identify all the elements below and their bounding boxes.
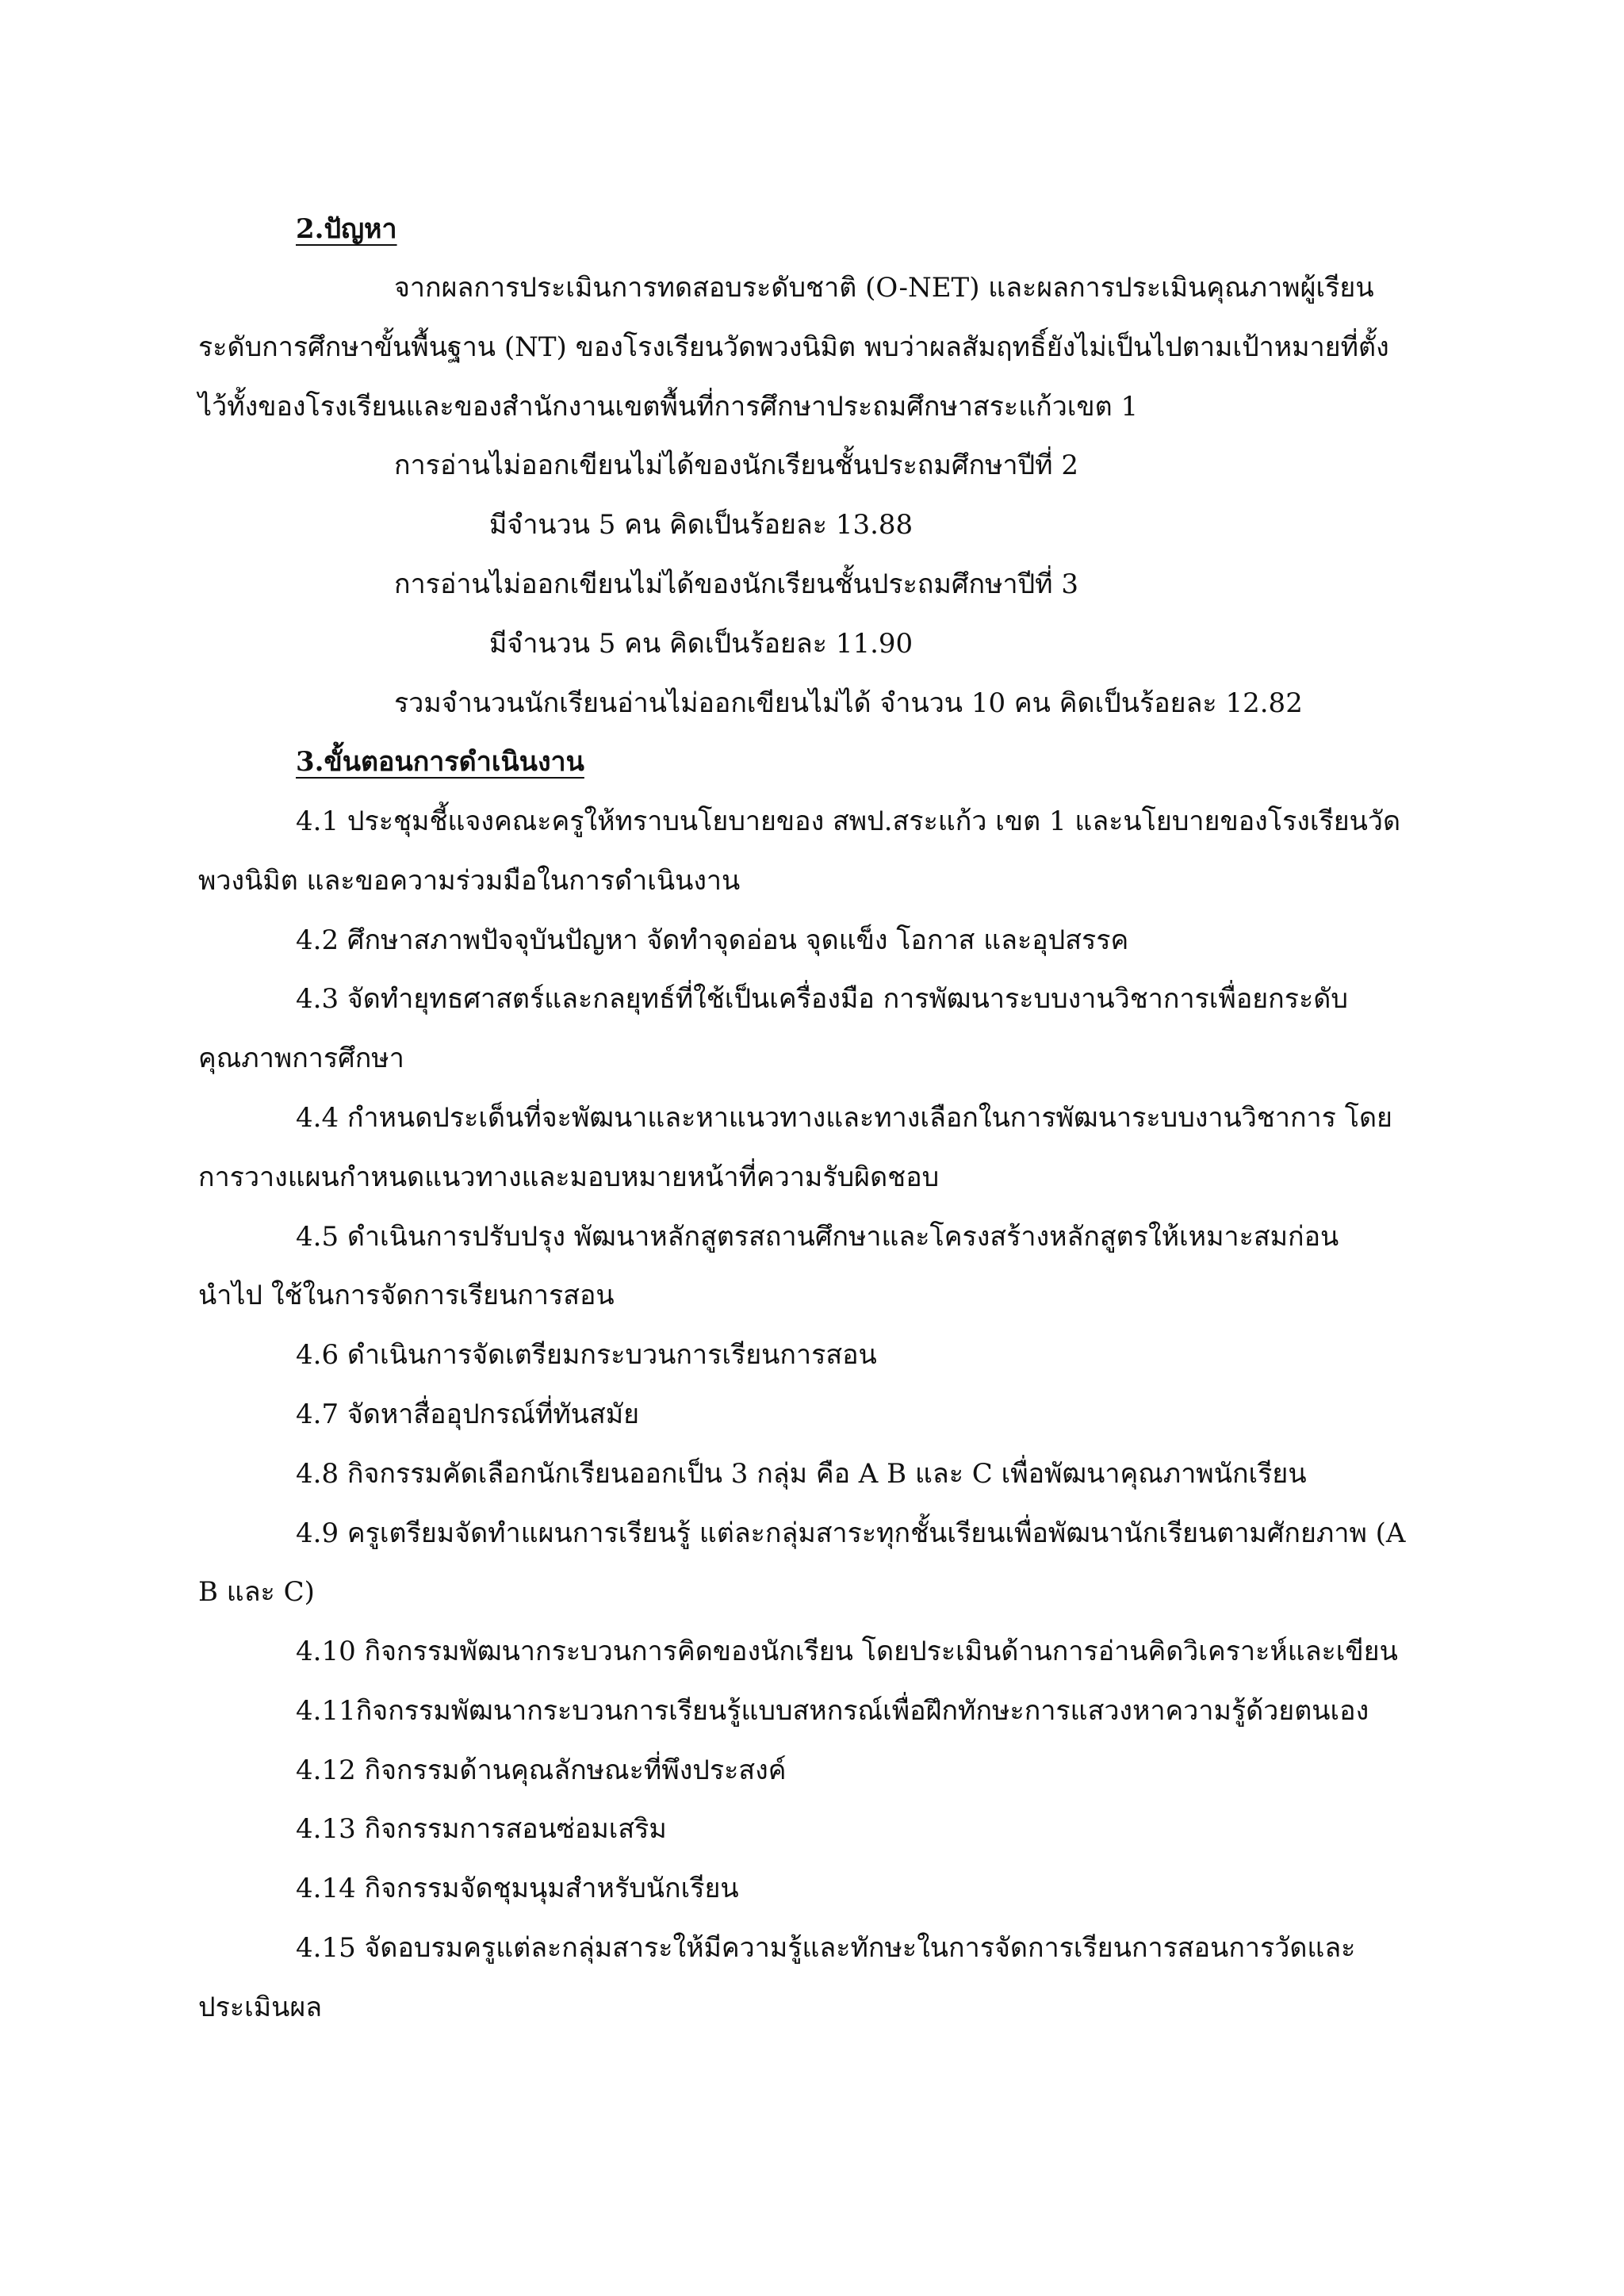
step-4-5-line-1: 4.5 ดำเนินการปรับปรุง พัฒนาหลักสูตรสถานศึกษาและโครงสร้างหลักสูตรให้เหมาะสมก่อน (296, 1221, 1339, 1253)
problem-paragraph-line-1: จากผลการประเมินการทดสอบระดับชาติ (O-NET) และผลการประเมินคุณภาพผู้เรียน (394, 272, 1374, 304)
section-3-heading: 3.ขั้นตอนการดำเนินงาน (296, 746, 584, 778)
step-4-1-line-2: พวงนิมิต และขอความร่วมมือในการดำเนินงาน (198, 865, 741, 897)
step-4-7: 4.7 จัดหาสื่ออุปกรณ์ที่ทันสมัย (296, 1399, 640, 1430)
step-4-13: 4.13 กิจกรรมการสอนซ่อมเสริม (296, 1813, 667, 1845)
step-4-5-line-2: นำไป ใช้ในการจัดการเรียนการสอน (198, 1280, 615, 1311)
step-4-9-line-2: B และ C) (198, 1576, 315, 1608)
step-4-3-line-2: คุณภาพการศึกษา (198, 1043, 404, 1074)
step-4-9-line-1: 4.9 ครูเตรียมจัดทำแผนการเรียนรู้ แต่ละกลุ่มสาระทุกชั้นเรียนเพื่อพัฒนานักเรียนตามศักยภาพ (A (296, 1517, 1406, 1549)
step-4-6: 4.6 ดำเนินการจัดเตรียมกระบวนการเรียนการสอน (296, 1339, 877, 1371)
total-illiteracy-line: รวมจำนวนนักเรียนอ่านไม่ออกเขียนไม่ได้ จำนวน 10 คน คิดเป็นร้อยละ 12.82 (394, 687, 1303, 719)
step-4-4-line-1: 4.4 กำหนดประเด็นที่จะพัฒนาและหาแนวทางและทางเลือกในการพัฒนาระบบงานวิชาการ โดย (296, 1102, 1392, 1134)
step-4-14: 4.14 กิจกรรมจัดชุมนุมสำหรับนักเรียน (296, 1873, 739, 1904)
step-4-15-line-2: ประเมินผล (198, 1992, 323, 2023)
step-4-11: 4.11กิจกรรมพัฒนากระบวนการเรียนรู้แบบสหกรณ์เพื่อฝึกทักษะการแสวงหาความรู้ด้วยตนเอง (296, 1695, 1369, 1727)
problem-paragraph-line-2: ระดับการศึกษาขั้นพื้นฐาน (NT) ของโรงเรียนวัดพวงนิมิต พบว่าผลสัมฤทธิ์ยังไม่เป็นไปตามเป้าหมายที่ตั้ง (198, 331, 1389, 363)
step-4-8: 4.8 กิจกรรมคัดเลือกนักเรียนออกเป็น 3 กลุ่ม คือ A B และ C เพื่อพัฒนาคุณภาพนักเรียน (296, 1458, 1307, 1490)
grade-3-count: มีจำนวน 5 คน คิดเป็นร้อยละ 11.90 (489, 628, 914, 660)
step-4-4-line-2: การวางแผนกำหนดแนวทางและมอบหมายหน้าที่ความรับผิดชอบ (198, 1161, 940, 1193)
step-4-2: 4.2 ศึกษาสภาพปัจจุบันปัญหา จัดทำจุดอ่อน จุดแข็ง โอกาส และอุปสรรค (296, 924, 1129, 956)
step-4-1-line-1: 4.1 ประชุมชี้แจงคณะครูให้ทราบนโยบายของ สพป.สระแก้ว เขต 1 และนโยบายของโรงเรียนวัด (296, 806, 1401, 837)
step-4-15-line-1: 4.15 จัดอบรมครูแต่ละกลุ่มสาระให้มีความรู้และทักษะในการจัดการเรียนการสอนการวัดและ (296, 1932, 1356, 1964)
grade-2-illiteracy-line: การอ่านไม่ออกเขียนไม่ได้ของนักเรียนชั้นประถมศึกษาปีที่ 2 (394, 450, 1079, 481)
step-4-12: 4.12 กิจกรรมด้านคุณลักษณะที่พึงประสงค์ (296, 1755, 787, 1786)
grade-2-count: มีจำนวน 5 คน คิดเป็นร้อยละ 13.88 (489, 509, 914, 541)
step-4-10: 4.10 กิจกรรมพัฒนากระบวนการคิดของนักเรียน โดยประเมินด้านการอ่านคิดวิเคราะห์และเขียน (296, 1636, 1398, 1667)
problem-paragraph-line-3: ไว้ทั้งของโรงเรียนและของสำนักงานเขตพื้นที่การศึกษาประถมศึกษาสระแก้วเขต 1 (198, 391, 1139, 423)
grade-3-illiteracy-line: การอ่านไม่ออกเขียนไม่ได้ของนักเรียนชั้นประถมศึกษาปีที่ 3 (394, 568, 1079, 600)
section-2-heading: 2.ปัญหา (296, 213, 397, 245)
step-4-3-line-1: 4.3 จัดทำยุทธศาสตร์และกลยุทธ์ที่ใช้เป็นเครื่องมือ การพัฒนาระบบงานวิชาการเพื่อยกระดับ (296, 983, 1348, 1015)
